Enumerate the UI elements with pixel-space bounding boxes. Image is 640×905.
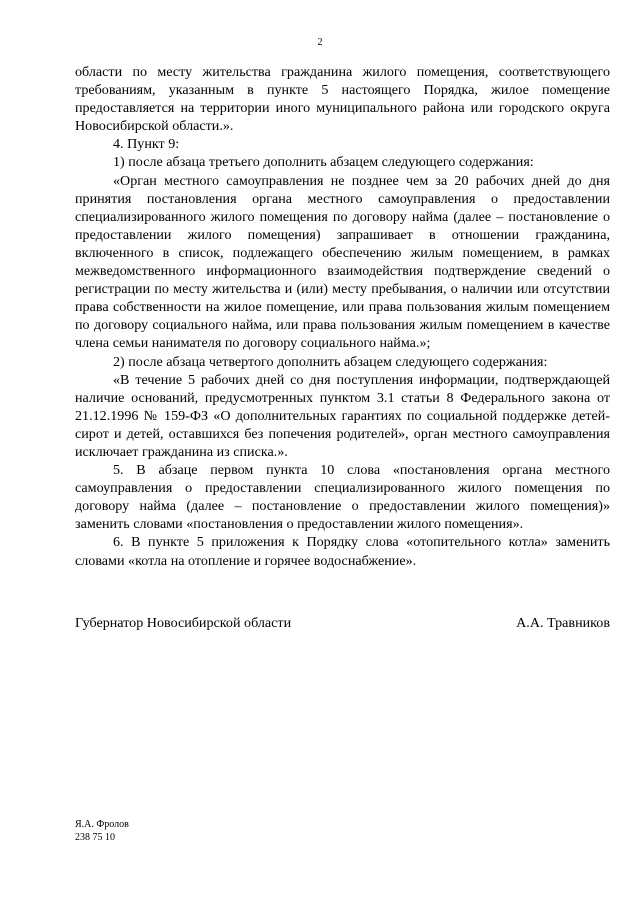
paragraph-quote-1: «Орган местного самоуправления не позднее чем за 20 рабочих дней до дня принятия постановления органа местного самоуправления о предоставлении специализированного жилого помещения по договору найма (далее – постановление о предоставлении жилого помещения) запрашивает в отношении гражданина, включенного в список, подлежащего обеспечению жилым помещением, в рамках межведомственного информационного взаимодействия подтверждение сведений о регистрации по месту жительства и (или) месту пребывания, о наличии или отсутствии права собственности на жилое помещение, или права пользования жилым помещением по договору социального найма, или права пользования жилым помещением в качестве члена семьи нанимателя по договору социального найма.»; [75,172,610,352]
paragraph-item-6: 6. В пункте 5 приложения к Порядку слова «отопительного котла» заменить словами «котла на отопление и горячее водоснабжение». [75,534,610,569]
paragraph-quote-2: «В течение 5 рабочих дней со дня поступления информации, подтверждающей наличие оснований, предусмотренных пунктом 3.1 статьи 8 Федерального закона от 21.12.1996 № 159-ФЗ «О дополнительных гарантиях по социальной поддержке детей-сирот и детей, оставшихся без попечения родителей», орган местного самоуправления исключает гражданина из списка.». [75,371,610,460]
document-body [75,63,610,570]
page-number: 2 [317,37,323,48]
executor-block [75,818,129,844]
paragraph-item-5: 5. В абзаце первом пункта 10 слова «постановления органа местного самоуправления о предоставлении специализированного жилого помещения по договору найма (далее – постановление о предоставлении жилого помещения)» заменить словами «постановления о предоставлении жилого помещения». [75,462,610,533]
paragraph-item-4: 4. Пункт 9: [113,136,180,153]
executor-name: Я.А. Фролов [75,819,129,830]
signatory-title: Губернатор Новосибирской области [75,615,292,631]
paragraph-subitem-2: 2) после абзаца четвертого дополнить абзацем следующего содержания: [113,353,548,370]
paragraph-subitem-1: 1) после абзаца третьего дополнить абзацем следующего содержания: [113,154,534,171]
executor-phone: 238 75 10 [75,832,115,843]
signatory-name: А.А. Травников [516,615,610,631]
paragraph-continuation: области по месту жительства гражданина жилого помещения, соответствующего требованиям, указанным в пункте 5 настоящего Порядка, жилое помещение предоставляется на территории иного муниципального района или городского округа Новосибирской области.». [75,64,610,135]
